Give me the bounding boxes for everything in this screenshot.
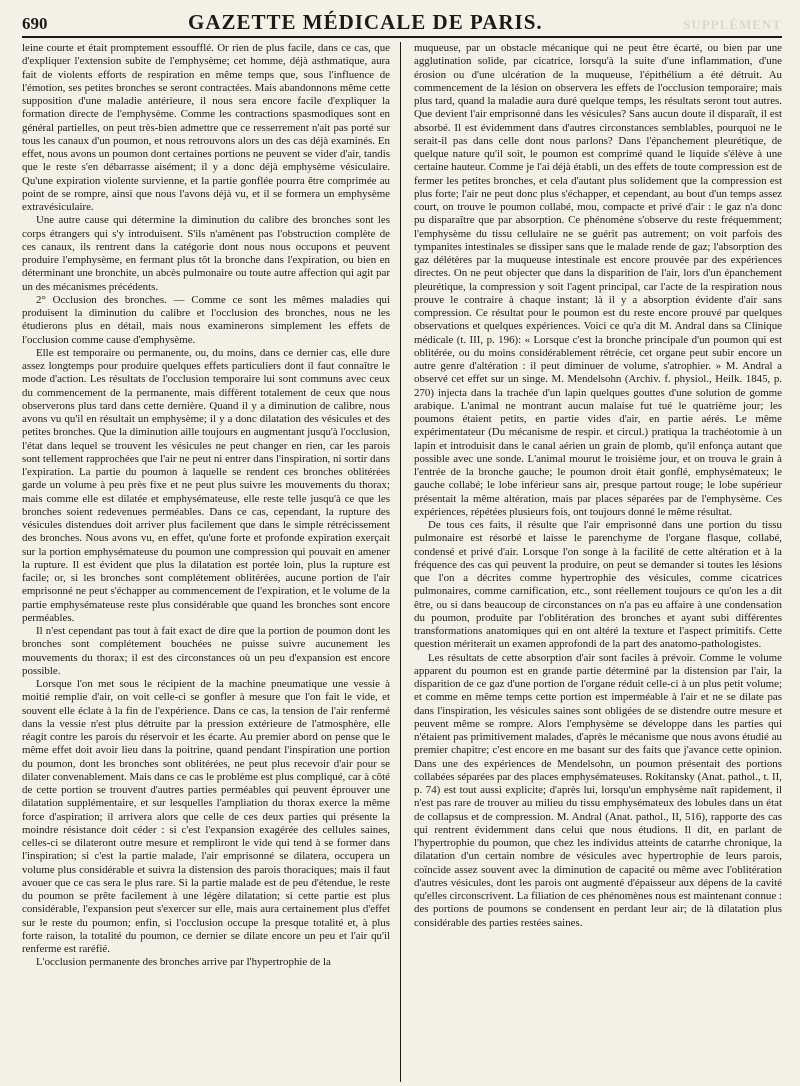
paragraph: Lorsque l'on met sous le récipient de la machine pneumatique une vessie à moitié remplie d'air, on voit celle-ci se gonfler à mesure que l'on fait le vide, et souvent elle éclate à la fin de l'expérience. Dans ce cas, la tension de l'air renfermé dans la vessie n'est plus détruite par la pression extérieure de l'atmosphère, elle réagit contre les parois du réservoir et les écarte. Au premier abord on pense que le même effet doit avoir lieu dans la poitrine, quand pendant l'inspiration une portion du poumon, dont les bronches sont oblitérées, ne peut plus recevoir d'air pour se dilater convenablement. Mais dans ce cas le problème est plus compliqué, car à côté de cette portion se trouvent d'autres parties perméables qui peuvent éprouver une dilatation supplémentaire, et sur lesquelles l'ampliation du thorax exerce la même force d'aspiration; il arrivera alors que celle de ces deux parties qui présente la moindre résistance doit céder : si c'est l'expansion exagérée des cellules saines, celles-ci se dilateront outre mesure et rempliront le vide qui tend à se former dans l'inspiration; si c'est la partie malade, l'air emprisonné se dilatera, occupera un volume plus considérable et suivra la distension des parois thoraciques; mais il faut avouer que ce cas sera le plus rare. Si la partie malade est de peu d'étendue, le reste du poumon se prête facilement à une légère dilatation; si cette partie est plus considérable, l'expansion peut s'exercer sur elle, mais aura certainement plus d'effet sur le reste du poumon; enfin, si l'occlusion occupe la presque totalité et, à plus forte raison, la totalité du poumon, ce dernier se dilate encore un peu et l'air qu'il renferme est raréfié. [22, 678, 390, 955]
column-divider [400, 42, 401, 1082]
page-header [22, 10, 782, 38]
paragraph: De tous ces faits, il résulte que l'air emprisonné dans une portion du tissu pulmonaire est résorbé et laisse le parenchyme de l'organe flasque, collabé, condensé et privé d'air. Lorsque l'on songe à la facilité de cette altération et à la fréquence des cas qui peuvent la produire, on peut se demander si toutes les lésions que l'on a décrites comme hypertrophie des vésicules, comme cicatrices pulmonaires, comme carnification, etc., sont réellement toujours ce qu'on les a dit être, ou si dans beaucoup de circonstances on n'a pas eu affaire à une condensation du poumon, produite par l'oblitération des bronches et ayant subi différentes transformations anatomiques qui en ont altéré la texture et l'aspect primitifs. Cette question mériterait un examen approfondi de la part des anatomo-pathologistes. [414, 519, 782, 651]
paragraph: Elle est temporaire ou permanente, ou, du moins, dans ce dernier cas, elle dure assez longtemps pour produire quelques effets particuliers dont il faut connaître le mode d'action. Les résultats de l'occlusion temporaire lui sont communs avec ceux du commencement de la permanente, mais diffèrent totalement de ceux que nous observerons plus tard dans cette dernière. Quand il y a diminution de calibre, nous avons vu qu'il en résultait un emphysème; il y a donc dilatation des vésicules et des petites bronches. Que la diminution aille toujours en augmentant jusqu'à l'occlusion, l'état dans lequel se trouvent les vésicules ne peut changer en rien, car les parois sont tellement rapprochées que l'air ne peut ni entrer dans l'inspiration, ni sortir dans l'expiration. La partie du poumon à laquelle se rendent ces bronches oblitérées garde un volume à peu près fixe et ne peut plus suivre les mouvements du thorax; mais comme elle est dilatée et emphysémateuse, elle reste telle jusqu'à ce que les bronches soient redevenues perméables. Dans ce cas, cependant, la rupture des vésicules distendues doit arriver plus facilement que dans le simple rétrécissement des bronches. Nous avons vu, en effet, qu'une forte et profonde expiration exerçait sur la portion emphysémateuse du poumon une compression qui pouvait en amener la rupture. Il est évident que plus la dilatation est portée loin, plus la rupture est facile; or, si les bronches sont complétement oblitérées, aucune portion de l'air emprisonné ne peut s'échapper au commencement de l'expiration, et le volume de la partie emphysémateuse reste plus considérable que quand les bronches sont encore perméables. [22, 346, 390, 624]
page-number: 690 [22, 14, 48, 33]
right-column [414, 42, 782, 1082]
paragraph: Il n'est cependant pas tout à fait exact de dire que la portion de poumon dont les bronches sont complétement bouchées ne puisse suivre aucunement les mouvements du thorax; il est des circonstances où un peu d'expansion est encore possible. [22, 625, 390, 677]
left-column [22, 42, 390, 1082]
paragraph: leine courte et était promptement essoufflé. Or rien de plus facile, dans ce cas, que d'expliquer l'extension subite de l'emphysème; cet homme, déjà asthmatique, aura fait de violents efforts de respiration en même temps que, sous l'influence de l'émotion, ses petites bronches se seront contractées. Mais abandonnons même cette supposition d'une maladie antérieure, il nous sera encore facile d'expliquer la formation directe de l'emphysème. Comme les contractions spasmodiques sont en général partielles, on peut très-bien admettre que ce resserrement n'ait pas porté sur tous les canaux d'un poumon, et nous retrouvons alors un des cas déjà examinés. En effet, nous avons un poumon dont certaines portions ne peuvent se vider d'air, tandis que le reste s'en débarrasse aisément; il y a donc déjà emphysème vésiculaire. Qu'une expiration violente survienne, et la partie gonflée pourra être comprimée au point de se rompre, ainsi que nous l'avons déjà vu, et il se formera un emphysème extravésiculaire. [22, 42, 390, 213]
paragraph: Les résultats de cette absorption d'air sont faciles à prévoir. Comme le volume apparent du poumon est en grande partie déterminé par la distension par l'air, la disparition de ce gaz d'une portion de l'organe réduit celle-ci à un plus petit volume; et comme en même temps cette portion est imperméable à l'air et ne se dilate pas dans l'inspiration, les vésicules saines sont obligées de se distendre outre mesure et peuvent même se rompre. Alors l'emphysème se développe dans les parties qui n'étaient pas primitivement malades, d'après le mécanisme que nous avons étudié au premier chapitre; c'est encore en me basant sur des faits que j'avance cette opinion. Dans une des expériences de Mendelsohn, un poumon présentait des portions collabées séparées par des places emphysémateuses. Rokitansky (Anat. pathol., t. II, p. 74) est tout aussi explicite; d'après lui, lorsqu'un emphysème naît rapidement, il n'est pas rare de trouver au milieu du tissu emphysémateux des lobules dans un état de collapsus et de compression. M. Andral (Anat. pathol., II, 516), rapporte des cas qui rentrent évidemment dans celui que nous étudions. Il dit, en parlant de l'hypertrophie du poumon, que chez les individus atteints de catarrhe chronique, la dilatation d'un certain nombre de vésicules avec hypertrophie de leurs parois, coïncide assez souvent avec la diminution de capacité ou même avec l'oblitération d'autres vésicules, dont les parois ont augmenté d'épaisseur aux dépens de la cavité qu'elles circonscrivent. La filiation de ces phénomènes nous est maintenant connue : des portions de poumons se condensent en perdant leur air; de là dilatation plus considérable des parties restées saines. [414, 651, 782, 929]
paragraph: L'occlusion permanente des bronches arrive par l'hypertrophie de la [36, 956, 331, 969]
text-columns [22, 42, 782, 1082]
paragraph: muqueuse, par un obstacle mécanique qui ne peut être écarté, ou bien par une agglutination solide, par cicatrice, lorsqu'à la suite d'une inflammation, d'une érosion ou d'une ulcération de la muqueuse, l'épithélium a été détruit. Au commencement de la lésion on observera les effets de l'occlusion temporaire; mais plus tard, quand la maladie aura duré quelque temps, les résultats seront tout autres. Que devient l'air emprisonné dans les vésicules? Sans aucun doute il disparaît, il est absorbé. Il est évidemment dans d'autres circonstances semblables, pourquoi ne le serait-il pas dans celle dont nous parlons? Dans l'épanchement pleurétique, de quelque nature qu'il soit, le poumon est comprimé quand le liquide s'élève à une certaine hauteur. Comme je l'ai déjà établi, un des effets de toute compression est de fermer les petites bronches, et cela d'autant plus solidement que la compression est plus forte; l'air ne peut donc plus s'échapper, et cependant, au bout d'un temps assez court, on trouve le poumon collabé, mou, compacte et privé d'air : le gaz n'a donc pu disparaître que par absorption. Ce phénomène s'observe du reste fréquemment; l'emphysème du tissu cellulaire ne se guérit pas autrement; on voit parfois des tympanites intestinales se dissiper sans que le malade rende de gaz; l'absorption des gaz délétères par la muqueuse intestinale est encore prouvée par des expériences directes. On ne peut objecter que dans la disparition de l'air, lors d'un épanchement pleurétique, la compression y soit l'agent principal, car l'acte de la respiration nous prouve le contraire à chaque instant; là il y a absorption évidente d'air sans compression. Ce résultat pour le poumon est du reste encore prouvé par quelques observations et quelques expériences. Voici ce qu'a dit M. Andral dans sa Clinique médicale (t. III, p. 196): « Lorsque c'est la bronche principale d'un poumon qui est oblitérée, ou du moins considérablement rétrécie, cet organe peut subir encore un autre genre d'altération : il peut diminuer de volume, s'atrophier. » M. Andral a observé cet effet sur un singe. M. Mendelsohn (Archiv. f. physiol., Heilk. 1845, p. 270) injecta dans la trachée d'un lapin quelques gouttes d'une solution de gomme arabique. L'animal ne montrant aucun malaise fut tué le quatrième jour; les poumons étaient petits, en partie vides d'air, en partie aérés. Le même expérimentateur (Du mécanisme de respir. et circul.) pratiqua la trachéotomie à un lapin et introduisit dans le canal aérien un grain de plomb, qu'il enfonça autant que possible avec une sonde. L'animal mourut le troisième jour, et on trouva le grain à l'entrée de la bronche gauche; le poumon droit était gonflé, emphysémateux; le gauche collabé; le lobe inférieur sans air, presque partout rouge; le lobe supérieur présentait la même altération, mais par places séparées par de l'emphysème. Ces expériences, répétées plusieurs fois, ont toujours donné le même résultat. [414, 42, 782, 518]
journal-title: GAZETTE MÉDICALE DE PARIS. [187, 10, 543, 34]
paragraph: Une autre cause qui détermine la diminution du calibre des bronches sont les corps étrangers qui s'y introduisent. S'ils n'amènent pas l'obstruction complète de ces canaux, ils rentrent dans la catégorie dont nous nous occupons et peuvent produire l'emphysème, en fermant plus tôt la bronche dans l'expiration, ou bien en déterminant une bronchite, un abcès pulmonaire ou toute autre affection qui agit par un des mécanismes précédents. [22, 214, 390, 293]
supplement-label: SUPPLÉMENT [683, 17, 782, 32]
paragraph: 2° Occlusion des bronches. — Comme ce sont les mêmes maladies qui produisent la diminution du calibre et l'occlusion des bronches, nous ne les étudierons plus en détail, mais nous examinerons simplement les effets de l'occlusion comme cause d'emphysème. [22, 293, 390, 346]
